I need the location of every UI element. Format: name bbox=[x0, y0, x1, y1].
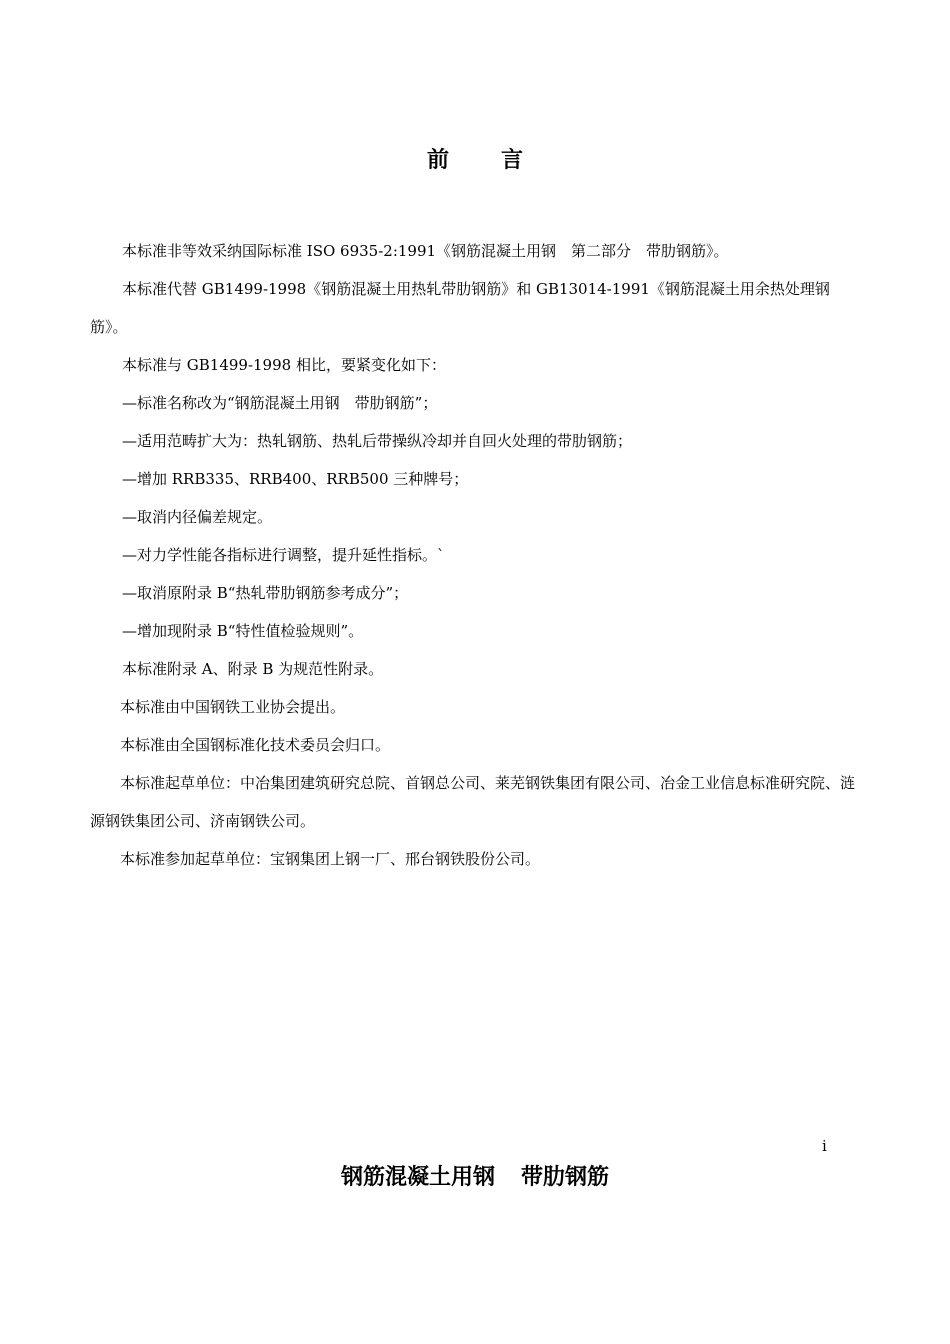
paragraph-replaces: 本标准代替 GB1499-1998《钢筋混凝土用热轧带肋钢筋》和 GB13014-1991《钢筋混凝土用余热处理钢筋》。 bbox=[90, 280, 830, 336]
foreword-body bbox=[90, 232, 860, 878]
change-item-name: —标准名称改为“钢筋混凝土用钢 带肋钢筋”； bbox=[122, 394, 438, 412]
change-item-mechanical: —对力学性能各指标进行调整，提升延性指标。` bbox=[122, 546, 445, 564]
paragraph-participants: 本标准参加起草单位：宝钢集团上钢一厂、邢台钢铁股份公司。 bbox=[120, 850, 541, 868]
paragraph-annexes: 本标准附录 A、附录 B 为规范性附录。 bbox=[122, 660, 384, 678]
section-title bbox=[0, 1160, 950, 1196]
change-item-scope: —适用范畴扩大为：热轧钢筋、热轧后带操纵冷却并自回火处理的带肋钢筋； bbox=[122, 432, 633, 450]
page-number: i bbox=[822, 1137, 827, 1155]
paragraph-adoption: 本标准非等效采纳国际标准 ISO 6935-2:1991《钢筋混凝土用钢 第二部分 带肋钢筋》。 bbox=[122, 242, 729, 260]
change-item-annex-removed: —取消原附录 B“热轧带肋钢筋参考成分”； bbox=[122, 584, 409, 602]
change-item-grades: —增加 RRB335、RRB400、RRB500 三种牌号； bbox=[122, 470, 469, 488]
section-title-part2: 带肋钢筋 bbox=[521, 1165, 610, 1190]
section-title-part1: 钢筋混凝土用钢 bbox=[340, 1165, 495, 1190]
change-item-annex-added: —增加现附录 B“特性值检验规则”。 bbox=[122, 622, 364, 640]
page-title-part2: 言 bbox=[501, 148, 524, 173]
paragraph-changes-intro: 本标准与 GB1499-1998 相比，要紧变化如下： bbox=[122, 356, 446, 374]
change-item-diameter: —取消内径偏差规定。 bbox=[122, 508, 273, 526]
page-title bbox=[0, 146, 950, 176]
page-title-part1: 前 bbox=[426, 148, 449, 173]
paragraph-proposer: 本标准由中国钢铁工业协会提出。 bbox=[120, 698, 346, 716]
paragraph-committee: 本标准由全国钢标准化技术委员会归口。 bbox=[120, 736, 391, 754]
paragraph-drafters: 本标准起草单位：中冶集团建筑研究总院、首钢总公司、莱芜钢铁集团有限公司、冶金工业信息标准研究院、涟源钢铁集团公司、济南钢铁公司。 bbox=[90, 774, 856, 830]
